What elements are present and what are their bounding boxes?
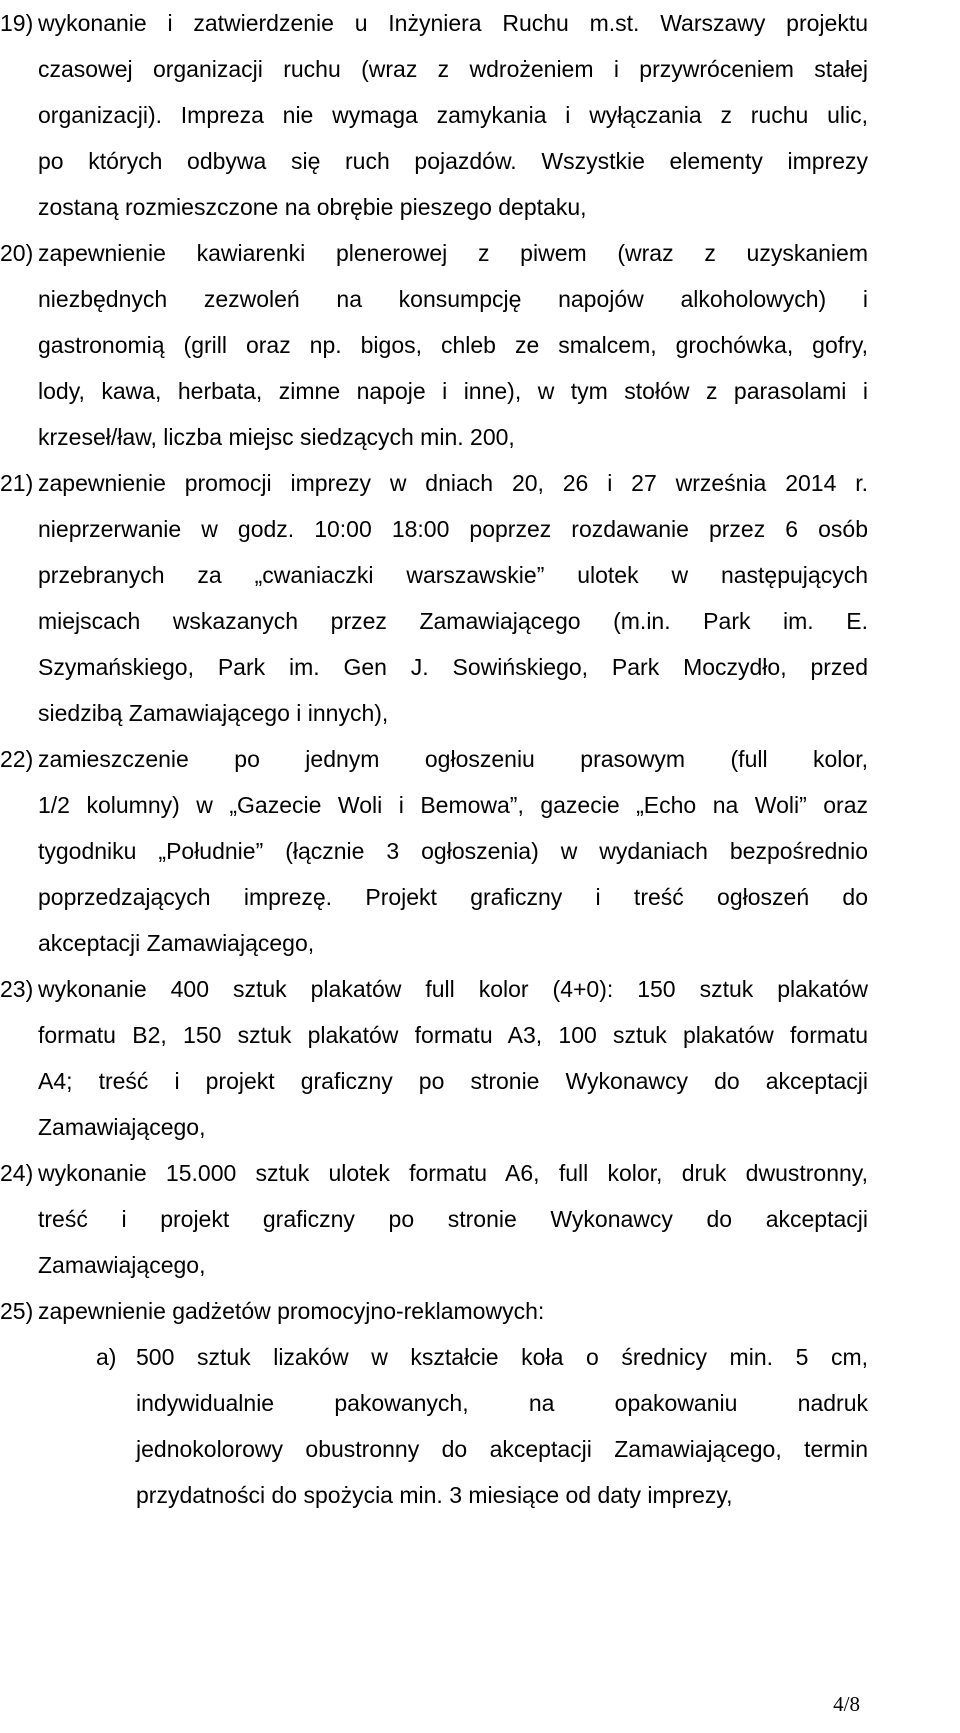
subitem-a-label: a) (96, 1344, 117, 1370)
item-20-line-4: lody, kawa, herbata, zimne napoje i inne), w tym stołów z parasolami i (38, 378, 868, 404)
item-22-number: 22) (0, 746, 34, 772)
item-20-number: 20) (0, 240, 34, 266)
item-19-line-2: czasowej organizacji ruchu (wraz z wdrożeniem i przywróceniem stałej (38, 56, 868, 82)
item-22-line-1: zamieszczenie po jednym ogłoszeniu prasowym (full kolor, (38, 746, 868, 772)
page-number: 4/8 (833, 1692, 860, 1716)
item-24-line-3: Zamawiającego, (38, 1252, 206, 1278)
item-23-line-2: formatu B2, 150 sztuk plakatów formatu A3, 100 sztuk plakatów formatu (38, 1022, 868, 1048)
item-21-line-4: miejscach wskazanych przez Zamawiającego (m.in. Park im. E. (38, 608, 868, 634)
item-24-line-2: treść i projekt graficzny po stronie Wykonawcy do akceptacji (38, 1206, 868, 1232)
subitem-a-line-1: 500 sztuk lizaków w kształcie koła o średnicy min. 5 cm, (136, 1344, 868, 1370)
item-19-line-1: wykonanie i zatwierdzenie u Inżyniera Ruchu m.st. Warszawy projektu (38, 10, 868, 36)
item-25-number: 25) (0, 1298, 34, 1324)
item-19-number: 19) (0, 10, 34, 36)
item-23-line-4: Zamawiającego, (38, 1114, 206, 1140)
item-23-number: 23) (0, 976, 34, 1002)
subitem-a-line-2: indywidualnie pakowanych, na opakowaniu nadruk (136, 1390, 868, 1416)
item-19-line-3: organizacji). Impreza nie wymaga zamykania i wyłączania z ruchu ulic, (38, 102, 868, 128)
item-21-line-5: Szymańskiego, Park im. Gen J. Sowińskiego, Park Moczydło, przed (38, 654, 868, 680)
item-21-line-6: siedzibą Zamawiającego i innych), (38, 700, 389, 726)
item-23-line-1: wykonanie 400 sztuk plakatów full kolor (4+0): 150 sztuk plakatów (38, 976, 868, 1002)
item-23-line-3: A4; treść i projekt graficzny po stronie Wykonawcy do akceptacji (38, 1068, 868, 1094)
item-22-line-3: tygodniku „Południe” (łącznie 3 ogłoszenia) w wydaniach bezpośrednio (38, 838, 868, 864)
item-20-line-5: krzeseł/ław, liczba miejsc siedzących min. 200, (38, 424, 515, 450)
item-21-line-2: nieprzerwanie w godz. 10:00 18:00 poprzez rozdawanie przez 6 osób (38, 516, 868, 542)
item-21-number: 21) (0, 470, 34, 496)
item-20-line-2: niezbędnych zezwoleń na konsumpcję napojów alkoholowych) i (38, 286, 868, 312)
item-21-line-1: zapewnienie promocji imprezy w dniach 20, 26 i 27 września 2014 r. (38, 470, 868, 496)
item-20-line-1: zapewnienie kawiarenki plenerowej z piwem (wraz z uzyskaniem (38, 240, 868, 266)
item-20-line-3: gastronomią (grill oraz np. bigos, chleb ze smalcem, grochówka, gofry, (38, 332, 868, 358)
item-24-number: 24) (0, 1160, 34, 1186)
item-19-line-4: po których odbywa się ruch pojazdów. Wszystkie elementy imprezy (38, 148, 868, 174)
item-22-line-2: 1/2 kolumny) w „Gazecie Woli i Bemowa”, gazecie „Echo na Woli” oraz (38, 792, 868, 818)
item-25-line-1: zapewnienie gadżetów promocyjno-reklamowych: (38, 1298, 545, 1324)
subitem-a-line-4: przydatności do spożycia min. 3 miesiące od daty imprezy, (136, 1482, 733, 1508)
item-22-line-4: poprzedzających imprezę. Projekt graficzny i treść ogłoszeń do (38, 884, 868, 910)
item-24-line-1: wykonanie 15.000 sztuk ulotek formatu A6, full kolor, druk dwustronny, (38, 1160, 868, 1186)
subitem-a-line-3: jednokolorowy obustronny do akceptacji Zamawiającego, termin (136, 1436, 868, 1462)
item-22-line-5: akceptacji Zamawiającego, (38, 930, 315, 956)
item-19-line-5: zostaną rozmieszczone na obrębie pieszego deptaku, (38, 194, 587, 220)
item-21-line-3: przebranych za „cwaniaczki warszawskie” ulotek w następujących (38, 562, 868, 588)
